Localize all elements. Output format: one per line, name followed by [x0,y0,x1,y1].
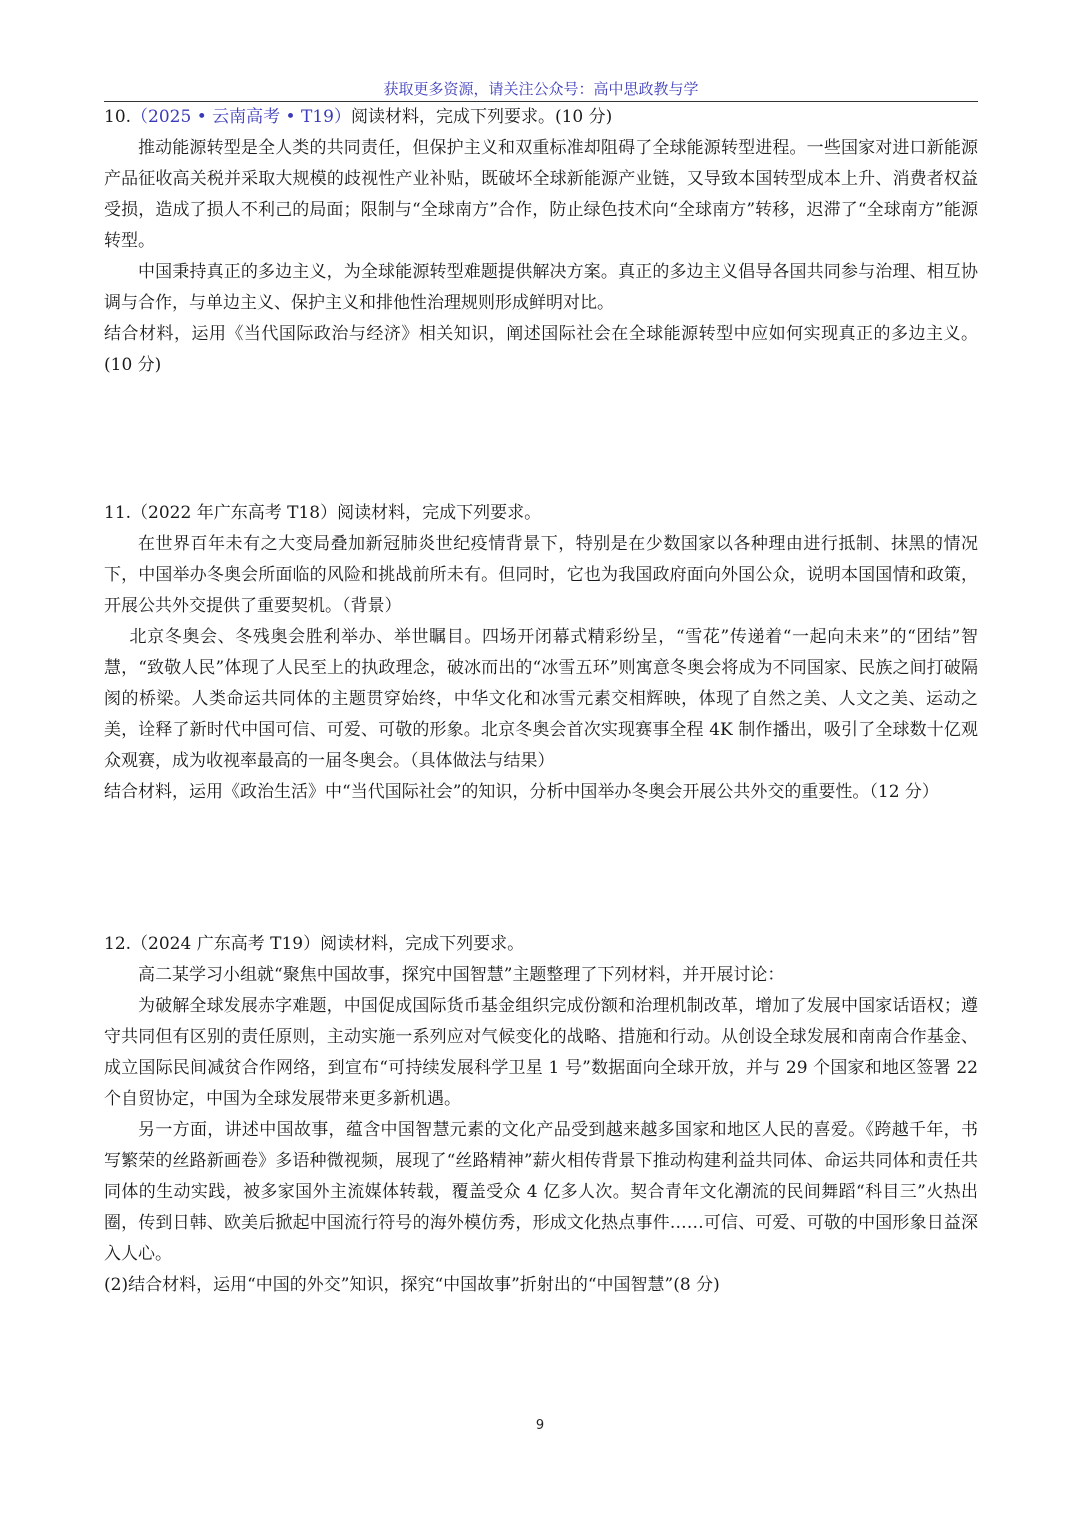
question-10-material-2: 中国秉持真正的多边主义，为全球能源转型难题提供解决方案。真正的多边主义倡导各国共同参与治理、相互协调与合作，与单边主义、保护主义和排他性治理规则形成鲜明对比。 [104,262,978,313]
question-11-material-2: 北京冬奥会、冬残奥会胜利举办、举世瞩目。四场开闭幕式精彩纷呈，“雪花”传递着“一起向未来”的“团结”智慧，“致敬人民”体现了人民至上的执政理念，破冰而出的“冰雪五环”则寓意冬奥会将成为不同国家、民族之间打破隔阂的桥梁。人类命运共同体的主题贯穿始终，中华文化和冰雪元素交相辉映，体现了自然之美、人文之美、运动之美，诠释了新时代中国可信、可爱、可敬的形象。北京冬奥会首次实现赛事全程 4K 制作播出，吸引了全球数十亿观众观赛，成为收视率最高的一届冬奥会。（具体做法与结果） [104,627,978,771]
question-10-task: 结合材料，运用《当代国际政治与经济》相关知识，阐述国际社会在全球能源转型中应如何实现真正的多边主义。(10 分) [104,324,978,375]
question-10-source: （2025 • 云南高考 • T19） [131,107,351,127]
question-11-material-1: 在世界百年未有之大变局叠加新冠肺炎世纪疫情背景下，特别是在少数国家以各种理由进行抵制、抹黑的情况下，中国举办冬奥会所面临的风险和挑战前所未有。但同时，它也为我国政府面向外国公众，说明本国国情和政策，开展公共外交提供了重要契机。（背景） [104,534,978,616]
question-11 [104,498,978,808]
question-10-instruction: 阅读材料，完成下列要求。(10 分) [350,107,613,127]
question-12-material-1: 高二某学习小组就“聚焦中国故事，探究中国智慧”主题整理了下列材料，并开展讨论： [138,965,785,985]
question-11-task: 结合材料，运用《政治生活》中“当代国际社会”的知识，分析中国举办冬奥会开展公共外交的重要性。（12 分） [104,782,939,802]
page-content [104,102,978,1301]
page-header: 获取更多资源，请关注公众号：高中思政教与学 [383,80,699,98]
question-11-heading: 11.（2022 年广东高考 T18）阅读材料，完成下列要求。 [104,503,542,523]
question-12 [104,929,978,1301]
question-10-material-1: 推动能源转型是全人类的共同责任，但保护主义和双重标准却阻碍了全球能源转型进程。一些国家对进口新能源产品征收高关税并采取大规模的歧视性产业补贴，既破坏全球新能源产业链，又导致本国转型成本上升、消费者权益受损，造成了损人不利己的局面；限制与“全球南方”合作，防止绿色技术向“全球南方”转移，迟滞了“全球南方”能源转型。 [104,138,978,251]
page-number: 9 [535,1418,545,1433]
question-12-material-3: 另一方面，讲述中国故事，蕴含中国智慧元素的文化产品受到越来越多国家和地区人民的喜爱。《跨越千年，书写繁荣的丝路新画卷》多语种微视频，展现了“丝路精神”薪火相传背景下推动构建利益共同体、命运共同体和责任共同体的生动实践，被多家国外主流媒体转载，覆盖受众 4 亿多人次。契合青年文化潮流的民间舞蹈“科目三”火热出圈，传到日韩、欧美后掀起中国流行符号的海外模仿秀，形成文化热点事件……可信、可爱、可敬的中国形象日益深入人心。 [104,1120,978,1264]
answer-space-11 [104,808,978,929]
question-12-material-2: 为破解全球发展赤字难题，中国促成国际货币基金组织完成份额和治理机制改革，增加了发展中国家话语权；遵守共同但有区别的责任原则，主动实施一系列应对气候变化的战略、措施和行动。从创设全球发展和南南合作基金、成立国际民间减贫合作网络，到宣布“可持续发展科学卫星 1 号”数据面向全球开放，并与 29 个国家和地区签署 22 个自贸协定，中国为全球发展带来更多新机遇。 [104,996,978,1109]
question-12-task: (2)结合材料，运用“中国的外交”知识，探究“中国故事”折射出的“中国智慧”(8 分) [104,1275,720,1295]
question-12-heading: 12.（2024 广东高考 T19）阅读材料，完成下列要求。 [104,934,525,954]
question-10-number: 10. [104,107,132,127]
answer-space-10 [104,381,978,498]
question-10-heading [104,102,978,133]
question-10 [104,102,978,381]
